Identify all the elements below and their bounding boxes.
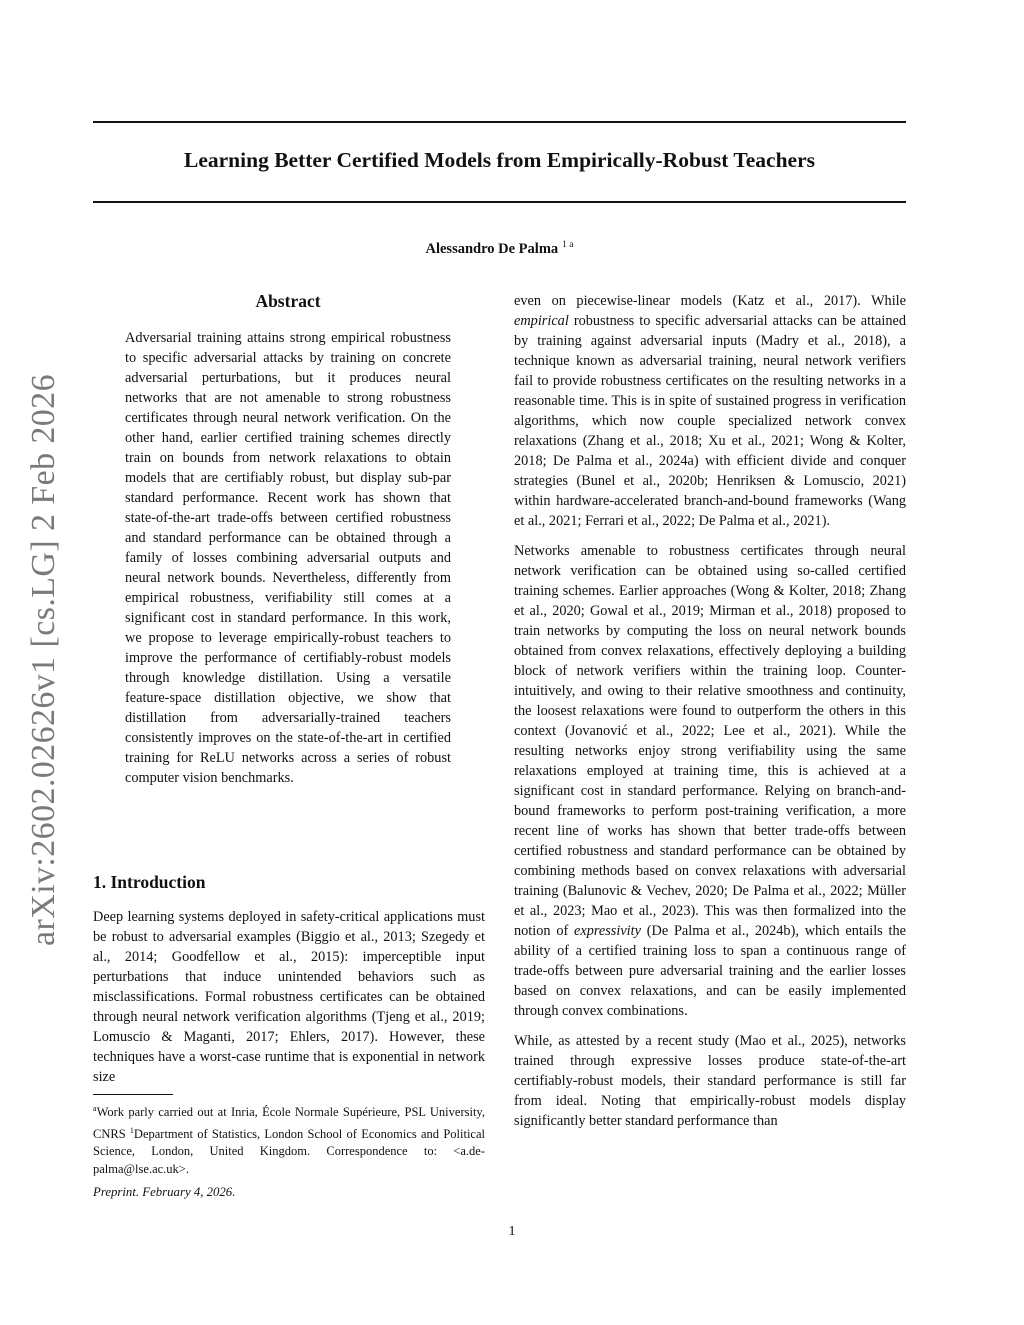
title-rule-bottom xyxy=(93,201,906,203)
right-p2-text-a: Networks amenable to robustness certificates through neural network verification can be obtained using so-called certified training schemes. Earlier approaches (Wong & Kolter, 2018; Zhang et al., 2020; Gowal et al., 2019; Mirman et al., 2018) proposed to train networks by computing the loss on neural network bounds obtained from convex relaxations, effectively deploying a building block of network verifiers within the training loop. Counter-intuitively, and owing to their relative smoothness and continuity, the loosest relaxations were found to outperform the others in this context (Jovanović et al., 2022; Lee et al., 2021). While the resulting networks enjoy strong verifiability using the same relaxations employed at training time, this is achieved at a significant cost in standard performance. Relying on branch-and-bound frameworks to perform post-training verification, a more recent line of works has shown that better trade-offs between certified robustness and standard performance can be obtained by combining methods based on convex relaxations with adversarial training (Balunovic & Vechev, 2020; De Palma et al., 2022; Müller et al., 2023; Mao et al., 2023). This was then formalized into the notion of xyxy=(514,543,906,939)
introduction-paragraph: Deep learning systems deployed in safety-critical applications must be robust to adversarial examples (Biggio et al., 2013; Szegedy et al., 2014; Goodfellow et al., 2015): imperceptible input perturbations that induce unintended behaviors such as misclassifications. Formal robustness certificates can be obtained through neural network verification algorithms (Tjeng et al., 2019; Lomuscio & Maganti, 2017; Ehlers, 2017). However, these techniques have a worst-case runtime that is exponential in network size xyxy=(93,909,485,1085)
footnote-text-part1: Work parly carried out at Inria, École Normale Supérieure, PSL University, CNRS xyxy=(93,1105,485,1141)
title-rule-top xyxy=(93,121,906,123)
footnote-mark-a: a xyxy=(93,1104,97,1113)
right-p1-text-a: even on piecewise-linear models (Katz et al., 2017). While xyxy=(514,293,906,309)
right-paragraph-2 xyxy=(514,541,906,1021)
right-p2-emphasis: expressivity xyxy=(574,923,641,939)
right-p1-emphasis: empirical xyxy=(514,313,569,329)
arxiv-identifier-stamp: arXiv:2602.02626v1 [cs.LG] 2 Feb 2026 xyxy=(25,374,62,946)
paper-title: Learning Better Certified Models from Empirically-Robust Teachers xyxy=(184,148,815,172)
abstract-heading: Abstract xyxy=(255,291,321,311)
author-line xyxy=(93,235,906,259)
footnote xyxy=(93,1100,485,1178)
page-number: 1 xyxy=(508,1224,516,1239)
right-paragraph-3: While, as attested by a recent study (Mao et al., 2025), networks trained through expressive losses produce state-of-the-art certifiably-robust models, their standard performance is still far from ideal. Noting that empirically-robust models display significantly better standard performance than xyxy=(514,1033,906,1129)
right-p2-text-b: (De Palma et al., 2024b), which entails the ability of a certified training loss to span a continuous range of trade-offs between pure adversarial training and the earlier losses based on convex relaxations, and can be easily implemented through convex combinations. xyxy=(514,923,906,1019)
footnote-mark-1: 1 xyxy=(129,1125,134,1135)
right-column xyxy=(514,291,906,1141)
footnote-rule xyxy=(93,1094,173,1095)
preprint-date: Preprint. February 4, 2026. xyxy=(93,1185,236,1199)
section-heading-introduction: 1. Introduction xyxy=(93,872,206,892)
author-affiliation-marks: 1 a xyxy=(562,240,574,250)
right-p1-text-b: robustness to specific adversarial attacks can be attained by training against adversarial inputs (Madry et al., 2018), a technique known as adversarial training, neural network verifiers fail to provide robustness certificates on the resulting networks in a reasonable time. This is in spite of sustained progress in verification algorithms, which now couple specialized network convex relaxations (Zhang et al., 2018; Xu et al., 2021; Wong & Kolter, 2018; De Palma et al., 2024a) with efficient divide and conquer strategies (Bunel et al., 2020b; Henriksen & Lomuscio, 2021) within hardware-accelerated branch-and-bound frameworks (Wang et al., 2021; Ferrari et al., 2022; De Palma et al., 2021). xyxy=(514,313,906,529)
footnote-text-part2: Department of Statistics, London School of Economics and Political Science, London, United Kingdom. Correspondence to: <a.de-palma@lse.ac.uk>. xyxy=(93,1126,485,1176)
author-name: Alessandro De Palma xyxy=(425,241,559,257)
right-paragraph-1 xyxy=(514,291,906,531)
abstract-body: Adversarial training attains strong empirical robustness to specific adversarial attacks by training on concrete adversarial perturbations, but it produces neural networks that are not amenable to strong robustness certificates through neural network verification. On the other hand, earlier certified training schemes directly train on bounds from network relaxations to obtain models that are certifiably robust, but display sub-par standard performance. Recent work has shown that state-of-the-art trade-offs between certified robustness and standard performance can be obtained through a family of losses combining adversarial outputs and neural network bounds. Nevertheless, differently from empirical robustness, verifiability still comes at a significant cost in standard performance. In this work, we propose to leverage empirically-robust teachers to improve the performance of certifiably-robust models through knowledge distillation. Using a versatile feature-space distillation objective, we show that distillation from adversarially-trained teachers consistently improves on the state-of-the-art in certified training for ReLU networks across a series of robust computer vision benchmarks. xyxy=(125,330,451,786)
